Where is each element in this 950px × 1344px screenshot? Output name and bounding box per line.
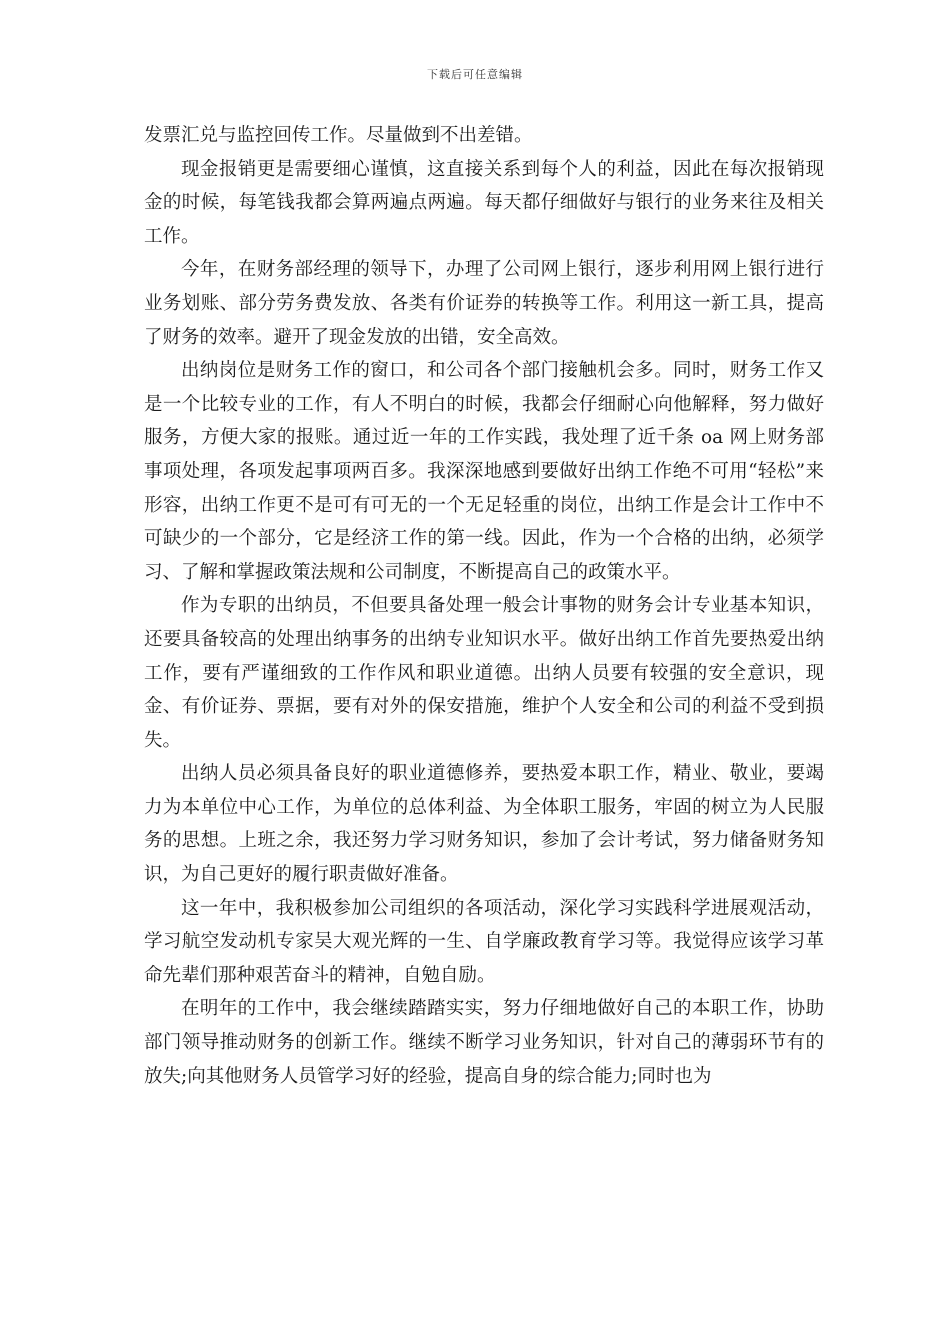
paragraph: 出纳人员必须具备良好的职业道德修养，要热爱本职工作，精业、敬业，要竭力为本单位中心工作，为单位的总体利益、为全体职工服务，牢固的树立为人民服务的思想。上班之余，我还努力学习财务知识，参加了会计考试，努力储备财务知识，为自己更好的履行职责做好准备。 [144, 763, 824, 886]
paragraph: 发票汇兑与监控回传工作。尽量做到不出差错。 [144, 125, 533, 146]
document-body [144, 119, 824, 1093]
paragraph: 现金报销更是需要细心谨慎，这直接关系到每个人的利益，因此在每次报销现金的时候，每笔钱我都会算两遍点两遍。每天都仔细做好与银行的业务来往及相关工作。 [144, 158, 824, 247]
paragraph: 在明年的工作中，我会继续踏踏实实，努力仔细地做好自己的本职工作，协助部门领导推动财务的创新工作。继续不断学习业务知识，针对自己的薄弱环节有的放失;向其他财务人员管学习好的经验，提高自身的综合能力;同时也为 [144, 998, 824, 1087]
paragraph: 这一年中，我积极参加公司组织的各项活动，深化学习实践科学进展观活动，学习航空发动机专家吴大观光辉的一生、自学廉政教育学习等。我觉得应该学习革命先辈们那种艰苦奋斗的精神，自勉自励。 [144, 897, 824, 986]
paragraph: 今年，在财务部经理的领导下，办理了公司网上银行，逐步利用网上银行进行业务划账、部分劳务费发放、各类有价证券的转换等工作。利用这一新工具，提高了财务的效率。避开了现金发放的出错，安全高效。 [144, 259, 824, 348]
paragraph: 出纳岗位是财务工作的窗口，和公司各个部门接触机会多。同时，财务工作又是一个比较专业的工作，有人不明白的时候，我都会仔细耐心向他解释，努力做好服务，方便大家的报账。通过近一年的工作实践，我处理了近千条 oa 网上财务部事项处理，各项发起事项两百多。我深深地感到要做好出纳工作绝不可用“轻松”来形容，出纳工作更不是可有可无的一个无足轻重的岗位，出纳工作是会计工作中不可缺少的一个部分，它是经济工作的第一线。因此，作为一个合格的出纳，必须学习、了解和掌握政策法规和公司制度，不断提高自己的政策水平。 [144, 360, 824, 583]
page-header: 下载后可任意编辑 [427, 68, 523, 81]
paragraph: 作为专职的出纳员，不但要具备处理一般会计事物的财务会计专业基本知识，还要具备较高的处理出纳事务的出纳专业知识水平。做好出纳工作首先要热爱出纳工作，要有严谨细致的工作作风和职业道德。出纳人员要有较强的安全意识，现金、有价证券、票据，要有对外的保安措施，维护个人安全和公司的利益不受到损失。 [144, 595, 824, 751]
